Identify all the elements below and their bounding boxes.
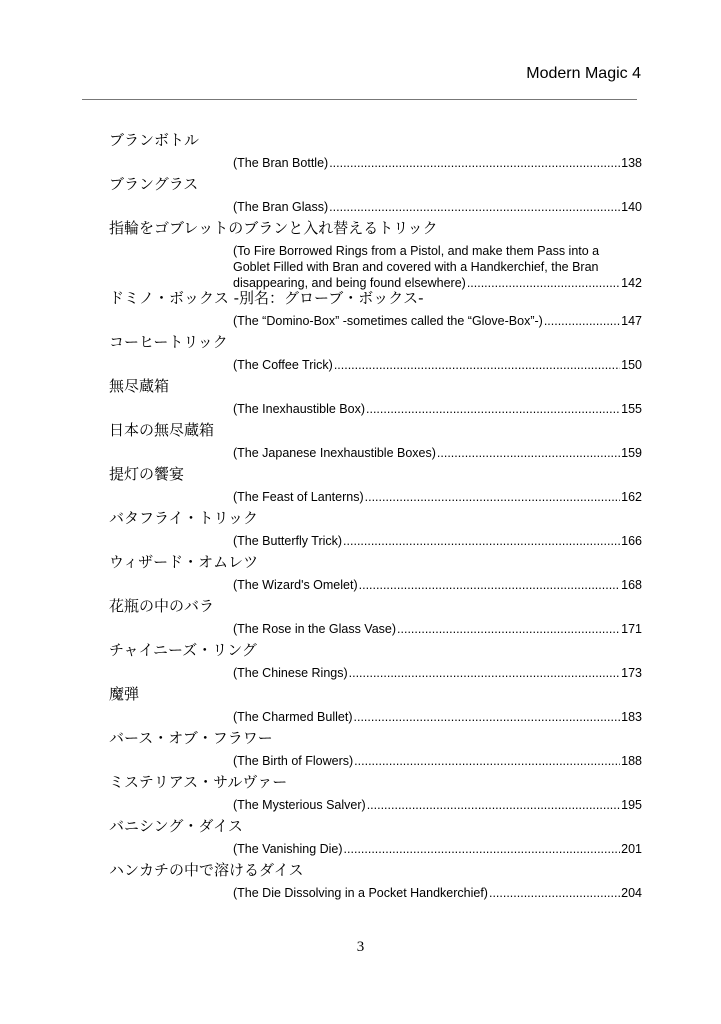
toc-entry-japanese-title: ブランボトル [109, 131, 200, 149]
toc-entry-japanese-title: 魔弾 [109, 685, 140, 703]
toc-entry-page-number: 150 [621, 358, 642, 372]
toc-entry-japanese-title: チャイニーズ・リング [109, 641, 257, 659]
toc-entry-english-title: (The Feast of Lanterns) [233, 490, 364, 504]
toc-entry-english-title: (The Inexhaustible Box) [233, 402, 366, 416]
dot-leader [544, 313, 620, 329]
toc-entry-page-number: 162 [621, 490, 642, 504]
toc-entry-english-title: (The Mysterious Salver) [233, 798, 366, 812]
toc-entry-english-title: (The Butterfly Trick) [233, 534, 343, 548]
toc-entry [109, 130, 642, 174]
toc-entry-english-line [233, 401, 642, 417]
toc-entry-english-title-line-1: (To Fire Borrowed Rings from a Pistol, and make them Pass into a [233, 244, 600, 258]
toc-entry [109, 218, 642, 288]
toc-entry-english-line [233, 533, 642, 549]
toc-entry-page-number: 201 [621, 842, 642, 856]
toc-entry-japanese-title: バース・オブ・フラワー [109, 729, 273, 747]
toc-entry-page-number: 188 [621, 754, 642, 768]
toc-entry-page-number: 142 [621, 276, 642, 290]
toc-entry-page-number: 166 [621, 534, 642, 548]
toc-entry-page-number: 138 [621, 156, 642, 170]
toc-entry-english-line [233, 621, 642, 637]
dot-leader [343, 533, 620, 549]
toc-entry-japanese-title: ミステリアス・サルヴァー [109, 773, 288, 791]
toc-entry-japanese-title: ウィザード・オムレツ [109, 553, 259, 571]
toc-entry-page-number: 173 [621, 666, 642, 680]
toc-entry-japanese-title: 提灯の饗宴 [109, 465, 185, 483]
dot-leader [365, 489, 621, 505]
toc-entry-english-title: (The Coffee Trick) [233, 358, 333, 372]
toc-entry-english-title: (The Vanishing Die) [233, 842, 343, 856]
toc-entry-japanese-title: コーヒートリック [109, 333, 228, 351]
toc-entry-japanese-title: 指輪をゴブレットのブランと入れ替えるトリック [109, 219, 438, 237]
toc-entry-english-title: (The Birth of Flowers) [233, 754, 354, 768]
toc-entry-english-line [233, 709, 642, 725]
toc-entry-page-number: 171 [621, 622, 642, 636]
toc-entry-english-line [233, 199, 642, 215]
dot-leader [359, 577, 621, 593]
toc-entry [109, 640, 642, 684]
toc-entry [109, 464, 642, 508]
toc-entry-english-line [233, 357, 642, 373]
toc-entry-page-number: 140 [621, 200, 642, 214]
toc-entry-page-number: 147 [621, 314, 642, 328]
toc-entry-japanese-title: ブラングラス [109, 175, 199, 193]
toc-entry-english-title: (The Die Dissolving in a Pocket Handkerchief) [233, 886, 488, 900]
toc-entry-page-number: 195 [621, 798, 642, 812]
dot-leader [329, 199, 620, 215]
toc-entry [109, 684, 642, 728]
dot-leader [354, 709, 621, 725]
dot-leader [344, 841, 621, 857]
header-divider [82, 99, 637, 100]
toc-entry-english-line [233, 445, 642, 461]
toc-entry-english-line [233, 841, 642, 857]
dot-leader [329, 155, 620, 171]
toc-entry [109, 596, 642, 640]
table-of-contents [109, 130, 642, 904]
toc-entry [109, 816, 642, 860]
toc-entry-japanese-title: 日本の無尽蔵箱 [109, 421, 215, 439]
toc-entry-english-line [233, 489, 642, 505]
toc-entry-english-title: (The Japanese Inexhaustible Boxes) [233, 446, 436, 460]
toc-entry-page-number: 204 [621, 886, 642, 900]
dot-leader [354, 753, 620, 769]
toc-entry-english-title-line-2: Goblet Filled with Bran and covered with a Handkerchief, the Bran [233, 260, 599, 274]
toc-entry-english-title: (The Wizard's Omelet) [233, 578, 358, 592]
toc-entry [109, 332, 642, 376]
dot-leader [489, 885, 620, 901]
toc-entry-english-line [233, 155, 642, 171]
toc-entry-english-line [233, 577, 642, 593]
toc-entry [109, 288, 642, 332]
toc-entry-page-number: 155 [621, 402, 642, 416]
dot-leader [334, 357, 620, 373]
toc-entry-english-line [233, 313, 642, 329]
dot-leader [349, 665, 621, 681]
toc-entry-english-title: (The Charmed Bullet) [233, 710, 353, 724]
toc-entry-english-line [233, 885, 642, 901]
dot-leader [367, 797, 620, 813]
toc-entry [109, 860, 642, 904]
toc-entry-page-number: 183 [621, 710, 642, 724]
toc-entry [109, 174, 642, 218]
toc-entry-japanese-title: 花瓶の中のバラ [109, 597, 215, 615]
toc-entry [109, 508, 642, 552]
dot-leader [397, 621, 620, 637]
toc-entry-english-title: (The Bran Bottle) [233, 156, 329, 170]
toc-entry-japanese-title: ドミノ・ボックス -別名：グローブ・ボックス- [109, 289, 424, 307]
toc-entry-english-title: (The Rose in the Glass Vase) [233, 622, 397, 636]
dot-leader [366, 401, 620, 417]
toc-entry-japanese-title: 無尽蔵箱 [109, 377, 170, 395]
toc-entry-english-line [233, 665, 642, 681]
toc-entry-english-multiline [233, 243, 642, 291]
toc-entry [109, 376, 642, 420]
toc-entry-japanese-title: ハンカチの中で溶けるダイス [109, 861, 304, 879]
toc-entry [109, 420, 642, 464]
toc-entry-page-number: 168 [621, 578, 642, 592]
page-header-title: Modern Magic 4 [526, 65, 641, 82]
toc-entry-page-number: 159 [621, 446, 642, 460]
toc-entry [109, 772, 642, 816]
dot-leader [437, 445, 620, 461]
toc-entry-japanese-title: バタフライ・トリック [109, 509, 258, 527]
toc-entry-english-line [233, 797, 642, 813]
toc-entry [109, 552, 642, 596]
toc-entry-english-title-line-3: disappearing, and being found elsewhere) [233, 276, 466, 290]
toc-entry-english-title: (The “Domino-Box” -sometimes called the “Glove-Box”-) [233, 314, 543, 328]
toc-entry-english-line [233, 753, 642, 769]
toc-entry-english-title: (The Bran Glass) [233, 200, 329, 214]
page-number: 3 [356, 939, 365, 955]
toc-entry [109, 728, 642, 772]
toc-entry-japanese-title: バニシング・ダイス [109, 817, 243, 835]
toc-entry-english-title: (The Chinese Rings) [233, 666, 348, 680]
